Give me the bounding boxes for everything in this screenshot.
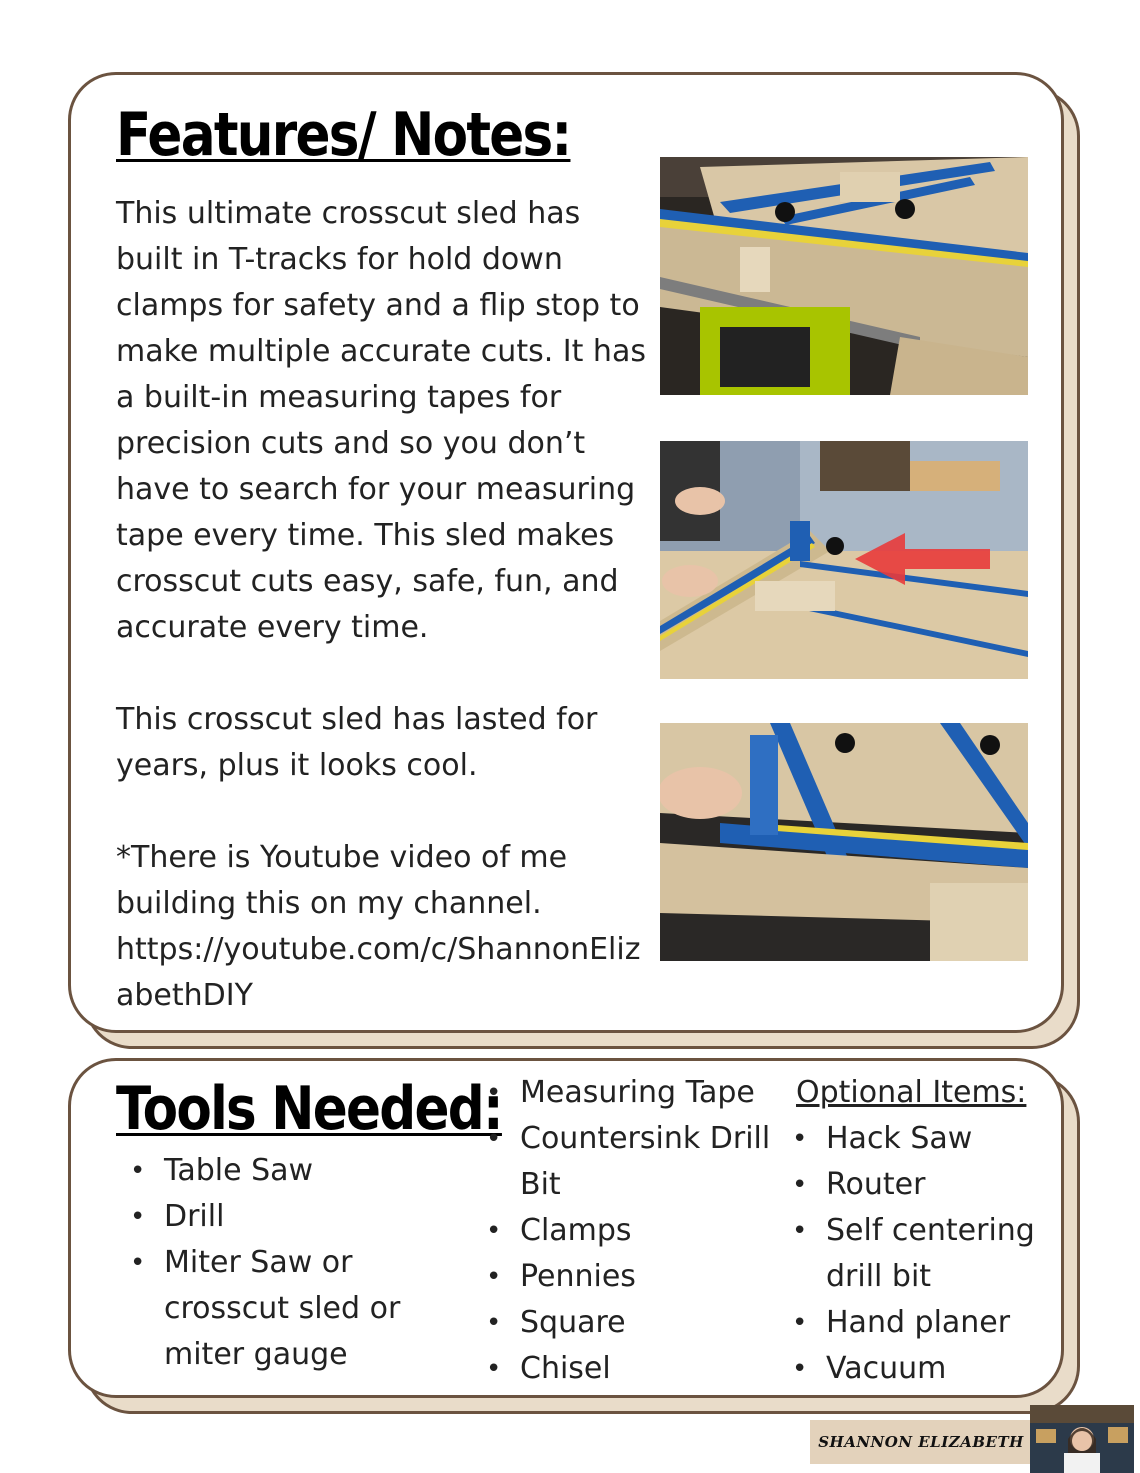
tools-heading: Tools Needed: — [116, 1074, 502, 1144]
optional-item: • Router — [780, 1162, 1040, 1208]
features-paragraph-2: This crosscut sled has lasted for years, plus it looks cool. — [116, 702, 598, 783]
optional-item: • Self centering drill bit — [780, 1208, 1040, 1300]
tools-list-2 — [474, 1070, 774, 1392]
features-text — [116, 191, 648, 1019]
features-paragraph-3: *There is Youtube video of me building this on my channel. — [116, 840, 568, 921]
features-heading: Features/ Notes: — [116, 100, 571, 170]
tool-item: • Table Saw — [118, 1148, 448, 1194]
tool-item: • Countersink Drill Bit — [474, 1116, 774, 1208]
clamp-arrow-photo — [660, 441, 1028, 679]
tool-item: • Clamps — [474, 1208, 774, 1254]
tool-item: • Drill — [118, 1194, 448, 1240]
sled-on-saw-photo — [660, 157, 1028, 395]
tool-item: • Miter Saw or crosscut sled or miter gauge — [118, 1240, 448, 1378]
optional-item: • Hand planer — [780, 1300, 1040, 1346]
tool-item: • Measuring Tape — [474, 1070, 774, 1116]
tool-item: • Square — [474, 1300, 774, 1346]
features-paragraph-1: This ultimate crosscut sled has built in T-tracks for hold down clamps for safety and a flip stop to make multiple accurate cuts. It has a built-in measuring tapes for precision cuts and so you don’t have to search for your measuring tape every time. This sled makes crosscut cuts easy, safe, fun, and accurate every time. — [116, 196, 646, 645]
flip-stop-photo — [660, 723, 1028, 961]
brand-name: SHANNON ELIZABETH — [810, 1420, 1032, 1464]
optional-items-title: Optional Items: — [796, 1075, 1027, 1110]
tools-list-1 — [118, 1148, 448, 1378]
optional-items-list — [780, 1116, 1040, 1392]
tool-item: • Chisel — [474, 1346, 774, 1392]
optional-item: • Vacuum — [780, 1346, 1040, 1392]
tool-item: • Pennies — [474, 1254, 774, 1300]
youtube-link[interactable]: https://youtube.com/c/ShannonElizabethDIY — [116, 932, 641, 1013]
optional-item: • Hack Saw — [780, 1116, 1040, 1162]
author-avatar — [1030, 1405, 1134, 1473]
